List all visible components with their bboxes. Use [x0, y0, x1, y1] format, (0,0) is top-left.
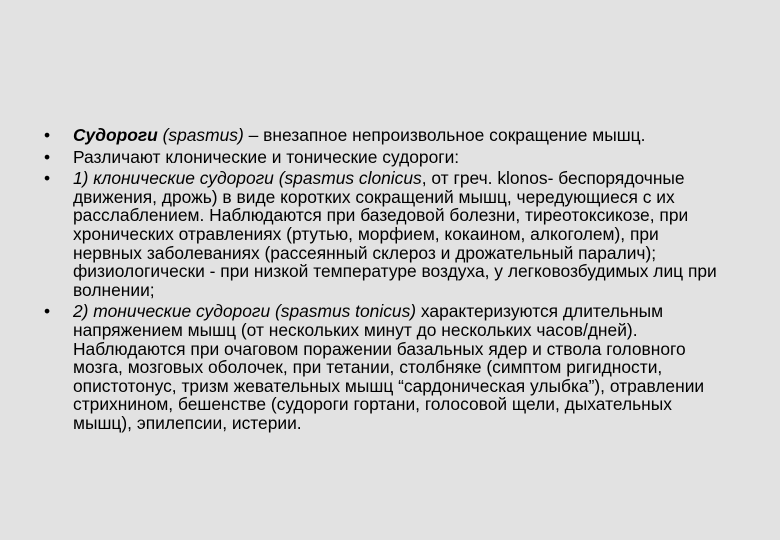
types-text: Различают клонические и тонические судороги:: [73, 146, 460, 167]
bullet-marker: •: [44, 125, 51, 145]
definition-text: – внезапное непроизвольное сокращение мышц.: [243, 125, 646, 145]
bullet-item-clonic: [44, 169, 724, 299]
term-seizures: Судороги: [73, 125, 158, 145]
bullet-marker: •: [44, 146, 51, 167]
tonic-text: характеризуются длительным напряжением мышц (от нескольких минут до нескольких часов/дней). Наблюдаются при очаговом поражении базальных ядер и ствола головного мозга, мозговых оболочек, при тетании, столбняке (симптом ригидности, опистотонус, тризм жевательных мышц “сардоническая улыбка”), отравлении стрихнином, бешенстве (судороги гортани, голосовой щели, дыхательных мышц), эпилепсии, истерии.: [73, 301, 705, 433]
clonic-text: , от греч. klonos- беспорядочные движения, дрожь) в виде коротких сокращений мышц, чередующиеся с их расслаблением. Наблюдаются при базедовой болезни, тиреотоксикозе, при хронических отравлениях (ртутью, морфием, кокаином, алкоголем), при нервных заболеваниях (рассеянный склероз и дрожательный паралич); физиологически - при низкой температуре воздуха, у легковозбудимых лиц при волнении;: [73, 168, 717, 300]
bullet-item-definition: [44, 126, 724, 145]
term-latin: (spasmus): [157, 125, 244, 145]
bullet-list: [44, 126, 724, 436]
term-tonic: 2) тонические судороги (spasmus tonicus): [73, 301, 417, 322]
term-clonic: 1) клонические судороги (spasmus clonicus: [73, 168, 422, 189]
bullet-item-tonic: [44, 302, 724, 432]
bullet-item-types: [44, 148, 724, 167]
bullet-marker: •: [44, 168, 51, 189]
bullet-marker: •: [44, 301, 51, 322]
